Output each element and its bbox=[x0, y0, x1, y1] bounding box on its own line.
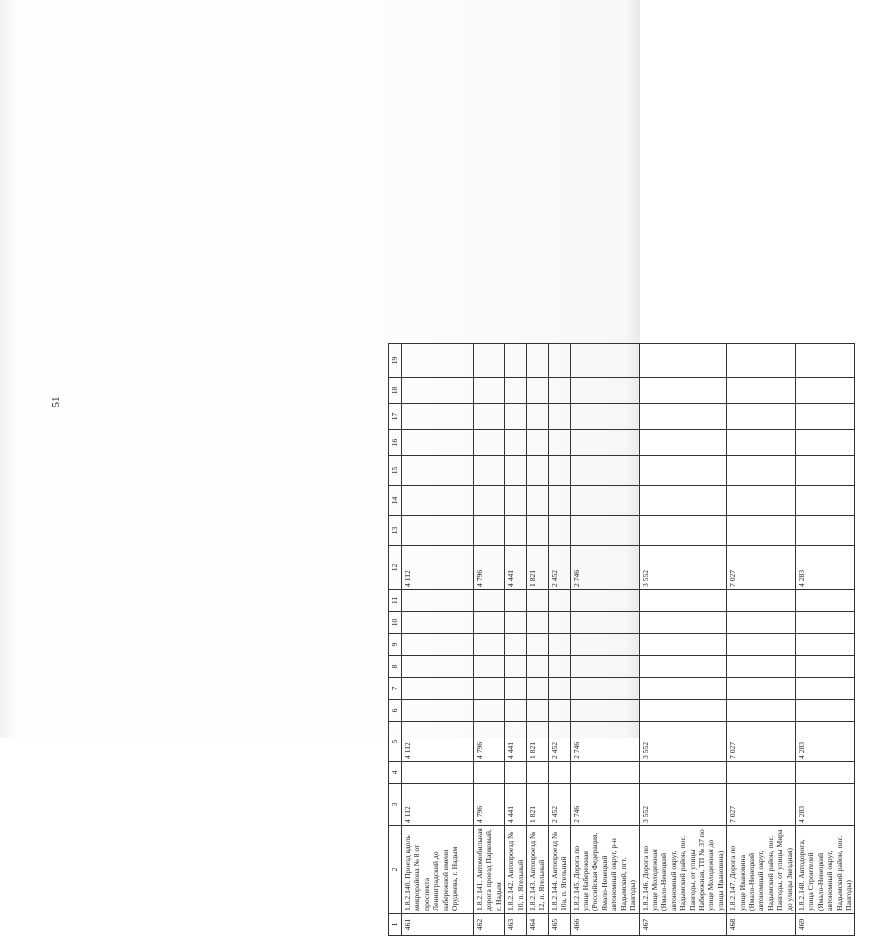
value-cell bbox=[570, 456, 639, 486]
value-cell bbox=[639, 612, 727, 634]
value-cell bbox=[402, 700, 474, 722]
value-cell bbox=[474, 344, 505, 378]
value-cell bbox=[570, 378, 639, 404]
value-cell bbox=[639, 344, 727, 378]
value-cell bbox=[548, 700, 570, 722]
value-cell bbox=[527, 456, 549, 486]
value-cell bbox=[505, 656, 527, 678]
object-name-cell: 1.8.2.145. Дорога по улице Набережная (Российская Федерация, Ямало-Ненецкий автономный округ, р-н Надымский, пгт. Пангоды) bbox=[570, 826, 639, 914]
value-cell bbox=[548, 486, 570, 516]
row-number-cell: 462 bbox=[474, 914, 505, 936]
value-cell bbox=[505, 590, 527, 612]
column-header: 7 bbox=[389, 678, 402, 700]
value-cell: 4 283 bbox=[796, 546, 855, 590]
column-header: 17 bbox=[389, 404, 402, 430]
value-cell: 4 441 bbox=[505, 784, 527, 826]
value-cell bbox=[474, 656, 505, 678]
value-cell bbox=[548, 430, 570, 456]
value-cell bbox=[796, 430, 855, 456]
value-cell bbox=[727, 762, 796, 784]
value-cell bbox=[548, 344, 570, 378]
value-cell bbox=[474, 700, 505, 722]
table-row bbox=[474, 344, 505, 936]
value-cell bbox=[727, 678, 796, 700]
value-cell bbox=[548, 656, 570, 678]
value-cell bbox=[474, 516, 505, 546]
value-cell bbox=[474, 430, 505, 456]
column-header: 5 bbox=[389, 722, 402, 762]
object-name-cell: 1.8.2.142. Автопроезд № 10, п. Ягельный bbox=[505, 826, 527, 914]
column-header: 10 bbox=[389, 612, 402, 634]
value-cell bbox=[505, 678, 527, 700]
value-cell bbox=[505, 404, 527, 430]
table-row bbox=[527, 344, 549, 936]
value-cell bbox=[402, 430, 474, 456]
value-cell: 1 821 bbox=[527, 546, 549, 590]
column-header: 6 bbox=[389, 700, 402, 722]
column-header: 13 bbox=[389, 516, 402, 546]
value-cell: 2 746 bbox=[570, 784, 639, 826]
value-cell bbox=[727, 486, 796, 516]
value-cell bbox=[727, 430, 796, 456]
value-cell bbox=[505, 486, 527, 516]
value-cell bbox=[527, 656, 549, 678]
column-header: 8 bbox=[389, 656, 402, 678]
column-header: 16 bbox=[389, 430, 402, 456]
value-cell bbox=[639, 430, 727, 456]
value-cell bbox=[796, 762, 855, 784]
value-cell bbox=[639, 700, 727, 722]
value-cell bbox=[505, 634, 527, 656]
table-body bbox=[402, 344, 855, 936]
value-cell bbox=[639, 590, 727, 612]
value-cell bbox=[527, 486, 549, 516]
value-cell bbox=[505, 456, 527, 486]
data-table-container bbox=[388, 344, 888, 936]
value-cell: 4 283 bbox=[796, 784, 855, 826]
value-cell bbox=[639, 486, 727, 516]
value-cell bbox=[527, 678, 549, 700]
row-number-cell: 466 bbox=[570, 914, 639, 936]
column-header: 11 bbox=[389, 590, 402, 612]
table-row bbox=[570, 344, 639, 936]
value-cell bbox=[639, 516, 727, 546]
value-cell bbox=[727, 404, 796, 430]
value-cell bbox=[796, 700, 855, 722]
value-cell bbox=[570, 700, 639, 722]
table-row bbox=[796, 344, 855, 936]
value-cell bbox=[570, 516, 639, 546]
object-name-cell: 1.8.2.140. Проезд вдоль микрорайона № 8 от проспекта Ленинградский до набережной имени Оруджева, г. Надым bbox=[402, 826, 474, 914]
value-cell bbox=[527, 378, 549, 404]
value-cell bbox=[527, 344, 549, 378]
value-cell bbox=[727, 656, 796, 678]
value-cell bbox=[639, 678, 727, 700]
value-cell: 3 552 bbox=[639, 546, 727, 590]
value-cell: 4 796 bbox=[474, 784, 505, 826]
value-cell: 7 027 bbox=[727, 546, 796, 590]
column-header: 1 bbox=[389, 914, 402, 936]
value-cell bbox=[727, 612, 796, 634]
value-cell bbox=[727, 344, 796, 378]
value-cell bbox=[527, 762, 549, 784]
column-header: 15 bbox=[389, 456, 402, 486]
value-cell bbox=[796, 612, 855, 634]
value-cell bbox=[570, 612, 639, 634]
value-cell bbox=[796, 404, 855, 430]
value-cell: 4 441 bbox=[505, 722, 527, 762]
value-cell: 4 441 bbox=[505, 546, 527, 590]
value-cell: 1 821 bbox=[527, 722, 549, 762]
value-cell bbox=[527, 516, 549, 546]
value-cell bbox=[402, 344, 474, 378]
value-cell bbox=[639, 456, 727, 486]
value-cell bbox=[505, 762, 527, 784]
object-name-cell: 1.8.2.143. Автопроезд № 12, п. Ягельный bbox=[527, 826, 549, 914]
value-cell bbox=[570, 762, 639, 784]
value-cell bbox=[474, 612, 505, 634]
value-cell bbox=[570, 430, 639, 456]
value-cell bbox=[505, 430, 527, 456]
value-cell bbox=[505, 612, 527, 634]
object-name-cell: 1.8.2.146. Дорога по улице Молодежная (Ямало-Ненецкий автономный округ, Надымский район, пос. Пангоды, от улицы Набережная, ТП № 37 по улице Молодежная до улицы Ивановина) bbox=[639, 826, 727, 914]
value-cell bbox=[402, 516, 474, 546]
value-cell bbox=[796, 378, 855, 404]
value-cell bbox=[548, 456, 570, 486]
value-cell: 2 746 bbox=[570, 722, 639, 762]
value-cell: 4 796 bbox=[474, 722, 505, 762]
value-cell bbox=[727, 700, 796, 722]
row-number-cell: 461 bbox=[402, 914, 474, 936]
row-number-cell: 468 bbox=[727, 914, 796, 936]
value-cell: 2 452 bbox=[548, 784, 570, 826]
table-row bbox=[727, 344, 796, 936]
object-name-cell: 1.8.2.148. Автодорога, улица Строителей (Ямало-Ненецкий автономный округ, Надымский район, пос. Пангоды) bbox=[796, 826, 855, 914]
value-cell bbox=[402, 590, 474, 612]
value-cell: 3 552 bbox=[639, 784, 727, 826]
value-cell bbox=[474, 590, 505, 612]
value-cell bbox=[570, 656, 639, 678]
value-cell bbox=[727, 378, 796, 404]
object-name-cell: 1.8.2.141. Автомобильная дорога проезд Парковый, г. Надым bbox=[474, 826, 505, 914]
value-cell bbox=[474, 678, 505, 700]
value-cell bbox=[527, 634, 549, 656]
value-cell bbox=[474, 486, 505, 516]
row-number-cell: 463 bbox=[505, 914, 527, 936]
value-cell bbox=[639, 404, 727, 430]
value-cell bbox=[639, 634, 727, 656]
value-cell bbox=[639, 656, 727, 678]
value-cell bbox=[402, 762, 474, 784]
value-cell bbox=[548, 378, 570, 404]
table-row bbox=[548, 344, 570, 936]
value-cell bbox=[570, 486, 639, 516]
row-number-cell: 464 bbox=[527, 914, 549, 936]
value-cell bbox=[402, 678, 474, 700]
value-cell bbox=[548, 404, 570, 430]
value-cell bbox=[402, 634, 474, 656]
value-cell bbox=[505, 700, 527, 722]
value-cell bbox=[548, 612, 570, 634]
column-header: 4 bbox=[389, 762, 402, 784]
value-cell bbox=[796, 590, 855, 612]
value-cell: 4 112 bbox=[402, 722, 474, 762]
value-cell bbox=[474, 456, 505, 486]
value-cell bbox=[527, 590, 549, 612]
value-cell bbox=[570, 404, 639, 430]
value-cell bbox=[727, 590, 796, 612]
data-table bbox=[388, 343, 855, 936]
value-cell: 7 027 bbox=[727, 722, 796, 762]
value-cell bbox=[727, 634, 796, 656]
table-row bbox=[402, 344, 474, 936]
value-cell bbox=[474, 762, 505, 784]
object-name-cell: 1.8.2.144. Автопроезд № 10а, п. Ягельный bbox=[548, 826, 570, 914]
value-cell bbox=[796, 486, 855, 516]
page-number: 51 bbox=[50, 396, 62, 408]
value-cell bbox=[527, 430, 549, 456]
value-cell bbox=[402, 378, 474, 404]
table-row bbox=[639, 344, 727, 936]
value-cell bbox=[548, 634, 570, 656]
row-number-cell: 469 bbox=[796, 914, 855, 936]
value-cell bbox=[796, 344, 855, 378]
value-cell: 7 027 bbox=[727, 784, 796, 826]
value-cell bbox=[796, 656, 855, 678]
value-cell bbox=[474, 378, 505, 404]
column-header: 19 bbox=[389, 344, 402, 378]
value-cell bbox=[474, 634, 505, 656]
value-cell: 4 796 bbox=[474, 546, 505, 590]
value-cell: 1 821 bbox=[527, 784, 549, 826]
value-cell bbox=[474, 404, 505, 430]
value-cell bbox=[548, 590, 570, 612]
value-cell bbox=[548, 516, 570, 546]
value-cell bbox=[796, 634, 855, 656]
column-header: 14 bbox=[389, 486, 402, 516]
value-cell bbox=[570, 590, 639, 612]
value-cell bbox=[570, 344, 639, 378]
value-cell bbox=[527, 612, 549, 634]
value-cell: 4 112 bbox=[402, 784, 474, 826]
value-cell bbox=[402, 456, 474, 486]
row-number-cell: 465 bbox=[548, 914, 570, 936]
value-cell: 4 112 bbox=[402, 546, 474, 590]
value-cell bbox=[505, 344, 527, 378]
value-cell bbox=[639, 762, 727, 784]
value-cell bbox=[570, 634, 639, 656]
header-row bbox=[389, 344, 402, 936]
value-cell bbox=[570, 678, 639, 700]
value-cell bbox=[505, 516, 527, 546]
value-cell bbox=[796, 456, 855, 486]
value-cell bbox=[402, 612, 474, 634]
row-number-cell: 467 bbox=[639, 914, 727, 936]
table-row bbox=[505, 344, 527, 936]
value-cell bbox=[548, 762, 570, 784]
value-cell: 2 452 bbox=[548, 722, 570, 762]
value-cell bbox=[505, 378, 527, 404]
value-cell bbox=[548, 678, 570, 700]
value-cell bbox=[727, 456, 796, 486]
value-cell bbox=[402, 404, 474, 430]
value-cell bbox=[527, 404, 549, 430]
value-cell: 2 746 bbox=[570, 546, 639, 590]
column-header: 18 bbox=[389, 378, 402, 404]
value-cell bbox=[402, 656, 474, 678]
value-cell bbox=[527, 700, 549, 722]
object-name-cell: 1.8.2.147. Дорога по улице Ивановина (Ямало-Ненецкий автономный округ, Надымский район, пос. Пангоды, от улицы Мира до улицы Звездная) bbox=[727, 826, 796, 914]
value-cell: 2 452 bbox=[548, 546, 570, 590]
column-header: 2 bbox=[389, 826, 402, 914]
value-cell bbox=[796, 516, 855, 546]
column-header: 3 bbox=[389, 784, 402, 826]
value-cell bbox=[727, 516, 796, 546]
value-cell bbox=[402, 486, 474, 516]
value-cell bbox=[796, 678, 855, 700]
column-header: 9 bbox=[389, 634, 402, 656]
value-cell bbox=[639, 378, 727, 404]
value-cell: 4 283 bbox=[796, 722, 855, 762]
column-header: 12 bbox=[389, 546, 402, 590]
value-cell: 3 552 bbox=[639, 722, 727, 762]
